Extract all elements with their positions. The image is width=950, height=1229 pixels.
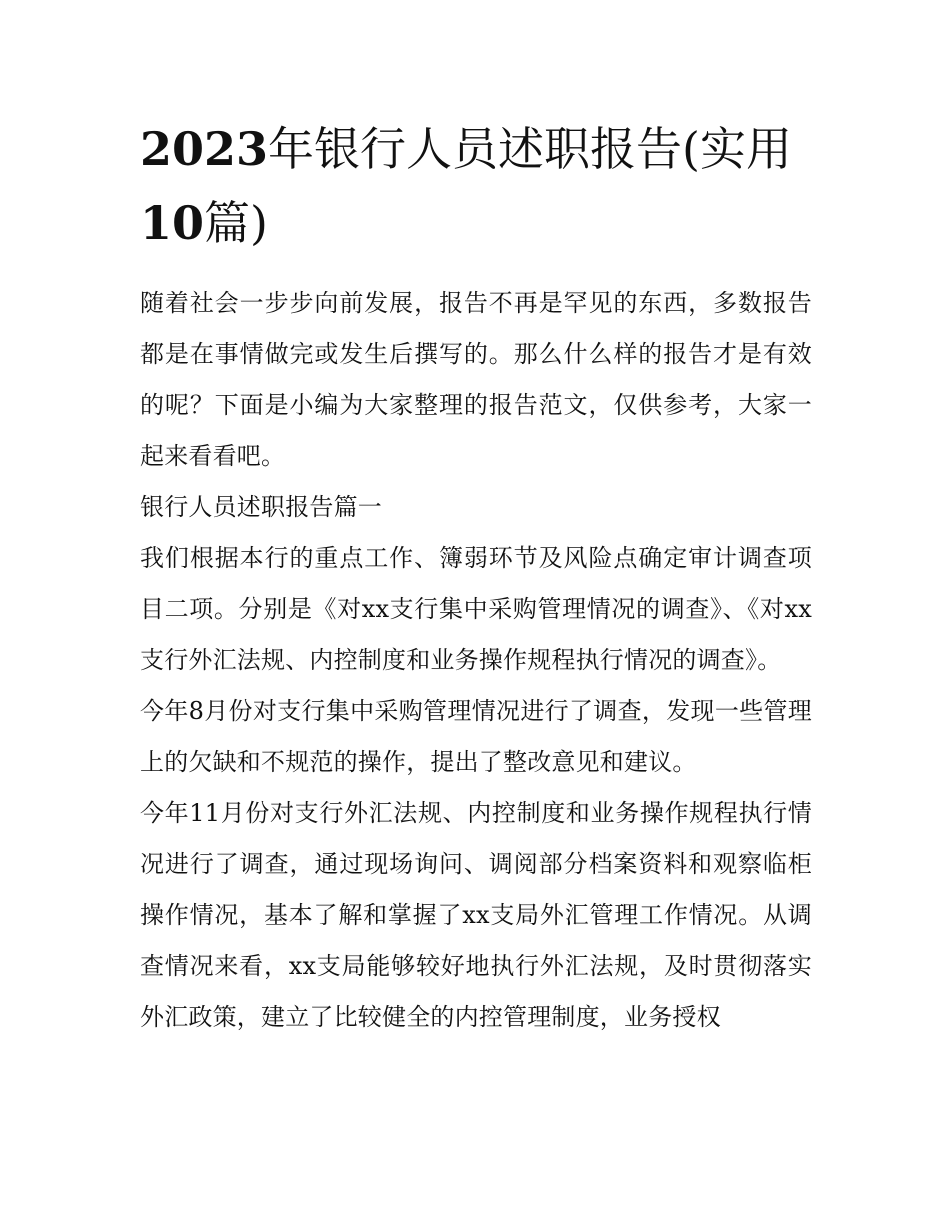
body-paragraph-audit-projects: 我们根据本行的重点工作、簿弱环节及风险点确定审计调查项目二项。分别是《对xx支行集中采购管理情况的调查》、《对xx支行外汇法规、内控制度和业务操作规程执行情况的调查》。 xyxy=(140,544,812,674)
title-year: 2023 xyxy=(140,122,269,176)
intro-paragraph: 随着社会一步步向前发展，报告不再是罕见的东西，多数报告都是在事情做完或发生后撰写的。那么什么样的报告才是有效的呢？下面是小编为大家整理的报告范文，仅供参考，大家一起来看看吧。 xyxy=(140,289,812,470)
document-page xyxy=(140,112,812,1043)
body-paragraph-august: 今年8月份对支行集中采购管理情况进行了调查，发现一些管理上的欠缺和不规范的操作，提出了整改意见和建议。 xyxy=(140,697,812,776)
body-paragraph-november: 今年11月份对支行外汇法规、内控制度和业务操作规程执行情况进行了调查，通过现场询问、调阅部分档案资料和观察临柜操作情况，基本了解和掌握了xx支局外汇管理工作情况。从调查情况来看，xx支局能够较好地执行外汇法规，及时贯彻落实外汇政策，建立了比较健全的内控管理制度，业务授权 xyxy=(140,799,812,1031)
document-title xyxy=(140,112,812,260)
title-middle: 年银行人员述职报告(实用 xyxy=(268,122,792,176)
title-end: 篇) xyxy=(204,196,268,250)
section-heading: 银行人员述职报告篇一 xyxy=(140,493,382,521)
title-count: 10 xyxy=(140,196,205,250)
